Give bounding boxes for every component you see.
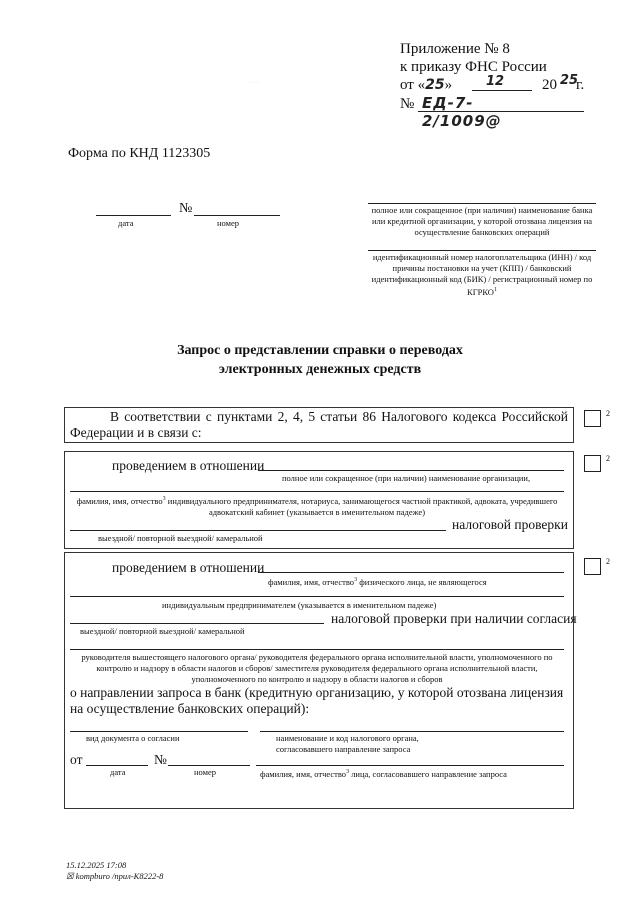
header-number-label: номер: [217, 218, 240, 228]
bank-ids-caption: идентификационный номер налогоплательщика (ИНН) / код причины постановки на учет (КПП) / банковский идентификационный код (БИК) / регистрационный номер по КГРКО: [371, 252, 593, 297]
page-title: [0, 341, 640, 379]
appendix-date-day: 25: [425, 77, 445, 93]
section1-mark: 2: [606, 454, 610, 463]
title-line2: электронных денежных средств: [218, 362, 422, 377]
section2-fio-sup: 3: [346, 769, 350, 775]
header-date-label: дата: [118, 218, 134, 228]
section1-lead: проведением в отношении: [112, 458, 265, 473]
section2-fio-rest: лица, согласовавшего направление запроса: [349, 768, 507, 779]
section1-org-field[interactable]: [258, 470, 564, 471]
section1-caption1: полное или сокращенное (при наличии) наименование организации,: [282, 473, 531, 483]
intro-mark: 2: [606, 409, 610, 418]
header-date-field[interactable]: [96, 215, 171, 216]
faint-mark: · · ·: [250, 80, 259, 86]
section2-caption1-block: [268, 575, 487, 588]
section2-purpose: о направлении запроса в банк (кредитную организацию, у которой отозвана лицензия на осуществление банковских операций):: [70, 685, 564, 716]
section1-check-caption: выездной/ повторной выездной/ камеральной: [98, 533, 263, 543]
footer-path: ☒ kompburo /прил-К8222-8: [66, 871, 164, 881]
section2-checkbox[interactable]: [584, 558, 601, 575]
footer: [66, 860, 163, 882]
section2-caption2: индивидуальным предпринимателем (указывается в именительном падеже): [162, 600, 437, 610]
appendix-date-prefix: от «: [400, 77, 426, 93]
appendix-date-year-end: г.: [576, 77, 585, 93]
section2-authority-caption: наименование и код налогового органа, согласовавшего направление запроса: [276, 733, 419, 754]
section2-check-caption: выездной/ повторной выездной/ камеральной: [80, 626, 245, 636]
intro-checkbox[interactable]: [584, 410, 601, 427]
appendix-line1: Приложение № 8: [400, 41, 510, 57]
section2-doc-field[interactable]: [70, 731, 248, 732]
bank-name-field[interactable]: [368, 203, 596, 204]
section1-type-field[interactable]: [70, 530, 446, 531]
appendix-date-row: [400, 73, 585, 95]
section2-date-label: дата: [110, 767, 126, 777]
bank-ids-caption-block: [366, 252, 598, 298]
section2-number-sign: №: [154, 752, 167, 767]
intro-text: В соответствии с пунктами 2, 4, 5 статьи 86 Налогового кодекса Российской Федерации и в связи с:: [70, 409, 568, 440]
header-number-field[interactable]: [194, 215, 280, 216]
section1-caption2-rest: индивидуального предпринимателя, нотариуса, занимающегося частной практикой, адвоката, учредившего адвокатский кабинет (указывается в именительном падеже): [165, 495, 558, 517]
section2-number-label: номер: [194, 767, 217, 777]
section1-name-field[interactable]: [70, 491, 564, 492]
appendix-line2: к приказу ФНС России: [400, 59, 547, 75]
section2-person-field[interactable]: [256, 765, 564, 766]
section1-caption2-block: [68, 494, 566, 518]
appendix-date-close: »: [444, 77, 453, 93]
section1-caption2-sup: 3: [162, 496, 166, 502]
title-line1: Запрос о представлении справки о переводах: [177, 343, 463, 358]
section2-check-label: налоговой проверки при наличии согласия: [331, 611, 577, 626]
section2-caption1-sup: 3: [354, 577, 358, 583]
bank-ids-sup: 1: [493, 287, 497, 293]
appendix-date-month: 12: [486, 74, 505, 89]
appendix-number-row: [400, 94, 547, 130]
section2-head-field[interactable]: [70, 649, 564, 650]
section2-head-caption: руководителя вышестоящего налогового органа/ руководителя федерального органа исполнительной власти, уполномоченного по контролю и надзору в области налогов и сборов/ заместителя руководителя федерального органа исполнительной власти, уполномоченного по контролю и надзору в области налогов и сборов: [81, 652, 553, 684]
section2-lead: проведением в отношении: [112, 560, 265, 575]
section2-from-label: от: [70, 752, 83, 767]
section2-date-field[interactable]: [86, 765, 148, 766]
section2-fio-caption: фамилия, имя, отчество: [260, 768, 347, 779]
section2-doc-caption: вид документа о согласии: [86, 733, 180, 743]
section1-caption2: фамилия, имя, отчество: [76, 495, 163, 506]
appendix-date-year-suffix: 25: [560, 73, 579, 88]
appendix-block: [400, 40, 585, 130]
section2-number-field[interactable]: [168, 765, 250, 766]
footer-timestamp: 15.12.2025 17:08: [66, 860, 127, 870]
section2-fio-caption-block: [260, 767, 507, 780]
appendix-number-value: ЕД-7-2/1009@: [422, 94, 502, 130]
appendix-date-year-prefix: 20: [542, 77, 557, 93]
section1-checkbox[interactable]: [584, 455, 601, 472]
form-code: Форма по КНД 1123305: [68, 146, 211, 161]
appendix-number-prefix: №: [400, 96, 415, 112]
bank-name-caption: полное или сокращенное (при наличии) наименование банка или кредитной организации, у которой отозвана лицензия на осуществление банковских операций: [371, 205, 593, 237]
section2-caption1-rest: физического лица, не являющегося: [357, 576, 487, 587]
section2-authority-field[interactable]: [260, 731, 564, 732]
bank-ids-field[interactable]: [368, 250, 596, 251]
section2-caption1: фамилия, имя, отчество: [268, 576, 355, 587]
section2-mark: 2: [606, 557, 610, 566]
section2-type-field[interactable]: [70, 623, 324, 624]
section2-fio-field[interactable]: [258, 572, 564, 573]
section2-fio-field2[interactable]: [70, 596, 564, 597]
header-number-sign: №: [179, 201, 193, 216]
section1-check-label: налоговой проверки: [452, 517, 568, 532]
